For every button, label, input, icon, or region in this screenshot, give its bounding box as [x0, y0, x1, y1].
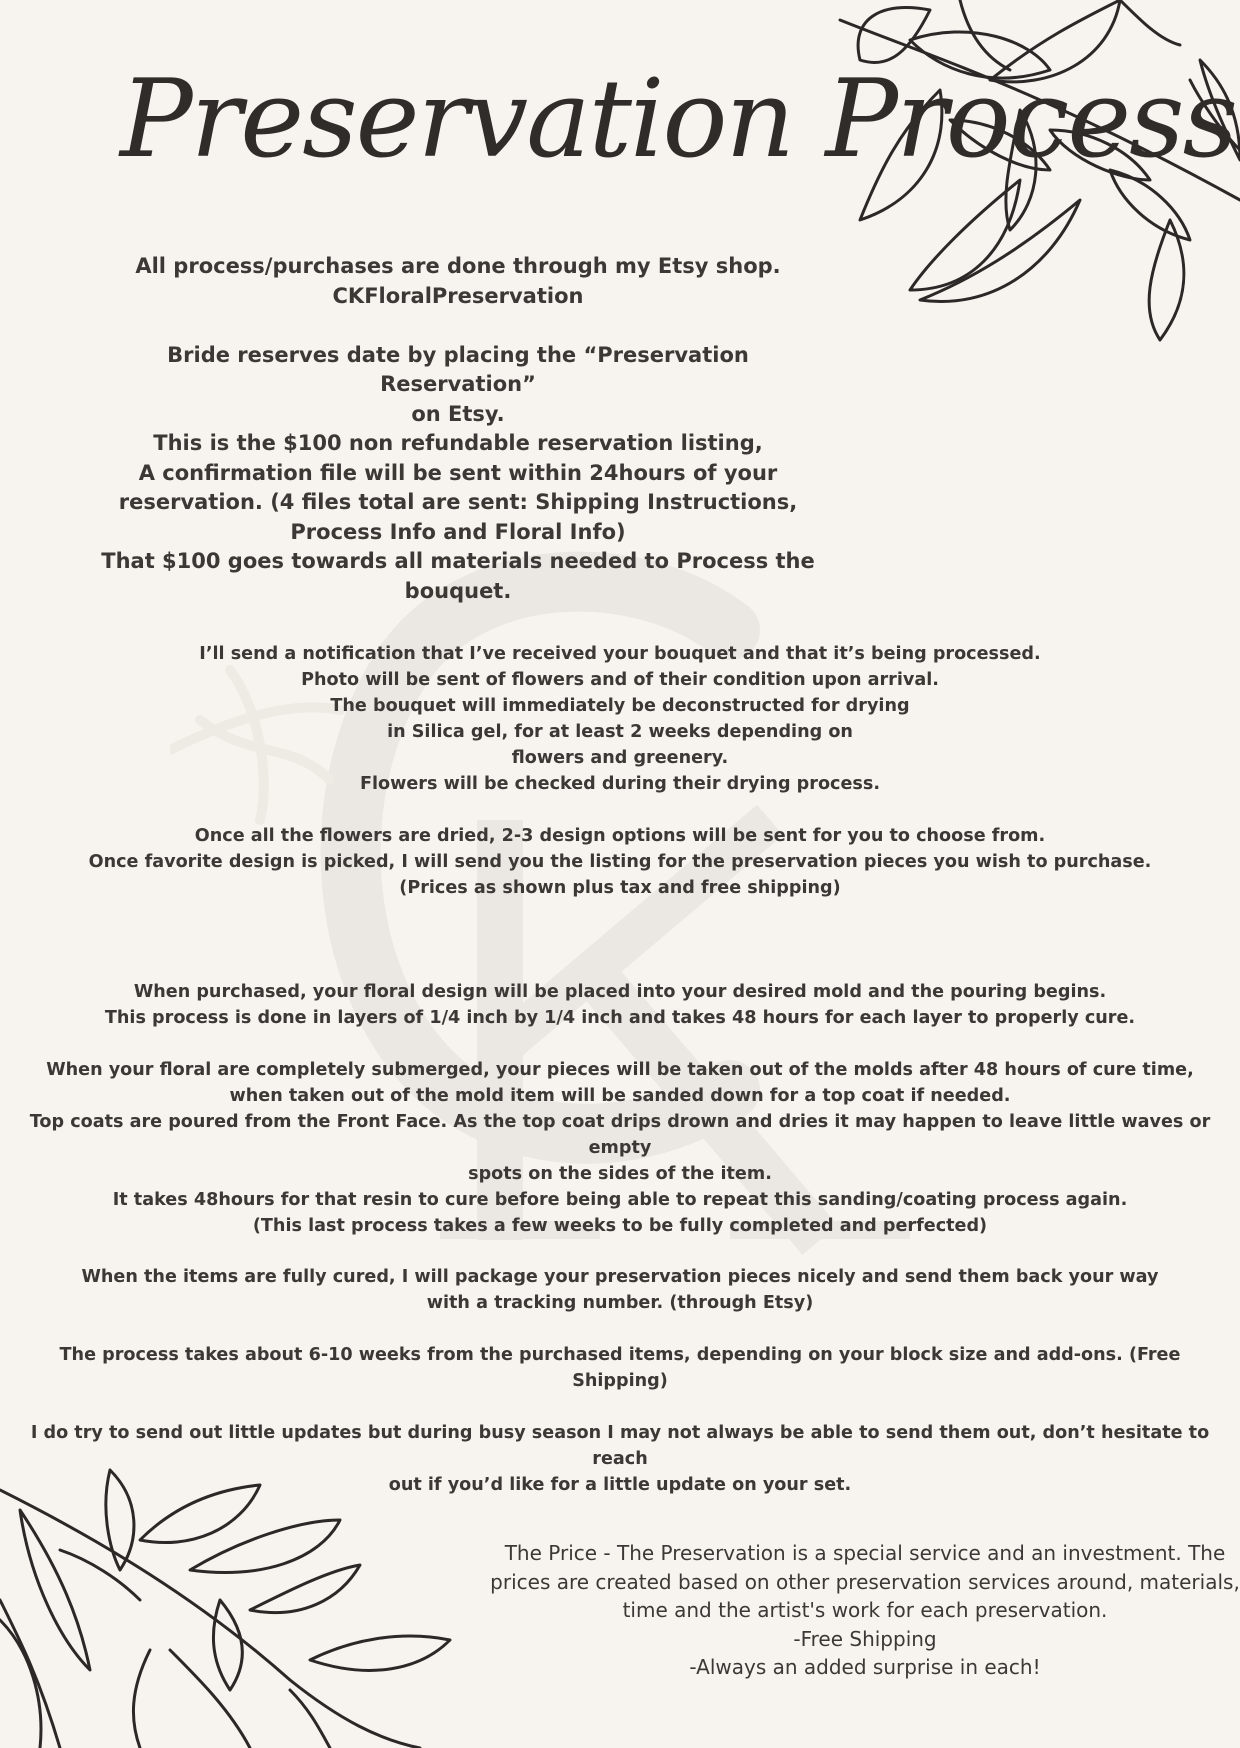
- price-note: The Price - The Preservation is a special service and an investment. The prices are created based on other preservation services around, materials, time and the artist's work for each preservation. -Free Shipping -Always an added surprise in each!: [490, 1541, 1240, 1679]
- section-design: Once all the flowers are dried, 2-3 design options will be sent for you to choose from. Once favorite design is picked, I will send you the listing for the preservation pieces you wish to purchase. (Prices as shown plus tax and free shipping): [88, 826, 1152, 898]
- section-pouring: When purchased, your floral design will be placed into your desired mold and the pouring begins. This process is done in layers of 1/4 inch by 1/4 inch and takes 48 hours for each layer to properly cure. When your floral are completely submerged, your pieces will be taken out of the molds after 48 hours of cure time, when taken out of the mold item will be sanded down for a top coat if needed. Top coats are poured from the Front Face. As the top coat drips drown and dries it may happen to leave little waves or empty spots on the sides of the item. It takes 48hours for that resin to cure before being able to repeat this sanding/coating process again. (This last process takes a few weeks to be fully completed and perfected): [29, 982, 1211, 1236]
- page-title: Preservation Process: [120, 57, 1236, 182]
- section-delivery: When the items are fully cured, I will package your preservation pieces nicely and send them back your way with a tracking number. (through Etsy) The process takes about 6-10 weeks from the purchased items, depending on your block size and add-ons. (Free Shipping) I do try to send out little updates but during busy season I may not always be able to send them out, don’t hesitate to reach out if you’d like for a little update on your set.: [30, 1267, 1210, 1495]
- section-receiving: I’ll send a notification that I’ve received your bouquet and that it’s being processed. Photo will be sent of flowers and of their condition upon arrival. The bouquet will immediately be deconstructed for drying in Silica gel, for at least 2 weeks depending on flowers and greenery. Flowers will be checked during their drying process.: [199, 644, 1041, 794]
- intro-text: All process/purchases are done through my Etsy shop. CKFloralPreservation Bride reserves date by placing the “Preservation Reservation” on Etsy. This is the $100 non refundable reservation listing, A confirmation file will be sent within 24hours of your reservation. (4 files total are sent: Shipping Instructions, Process Info and Floral Info) That $100 goes towards all materials needed to Process the bouquet.: [101, 254, 815, 603]
